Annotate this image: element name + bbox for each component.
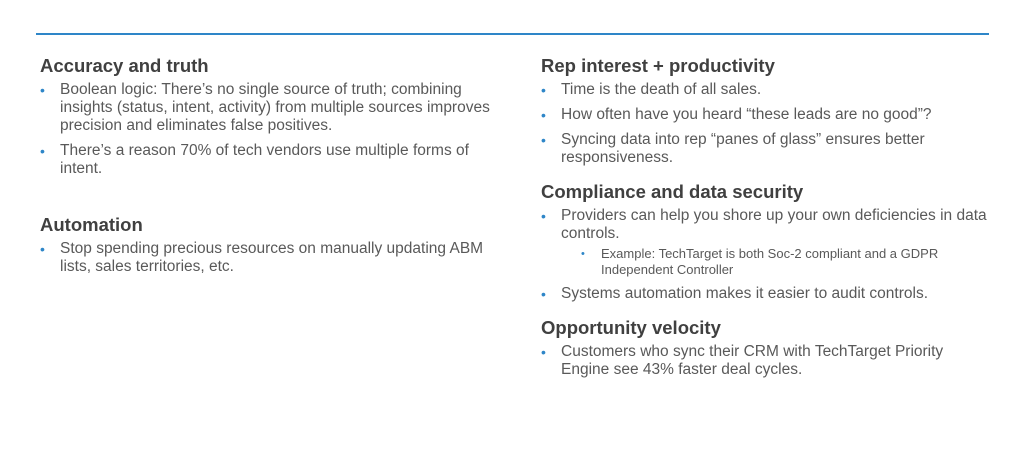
bullet-icon: • — [541, 208, 546, 224]
bullet-item: • There’s a reason 70% of tech vendors use multiple forms of intent. — [40, 142, 469, 177]
bullet-item: • Stop spending precious resources on manually updating ABM lists, sales territories, etc. — [40, 240, 484, 275]
bullet-icon: • — [40, 241, 45, 257]
sub-bullet-item: • Example: TechTarget is both Soc-2 compliant and a GDPR Independent Controller — [581, 246, 939, 277]
section-rep-interest — [541, 55, 991, 167]
section-heading: Compliance and data security — [541, 181, 804, 202]
bullet-item: • Syncing data into rep “panes of glass” ensures better responsiveness. — [541, 131, 925, 166]
bullet-item: • Providers can help you shore up your own deficiencies in data controls. • Example: TechTarget is both Soc-2 compliant and a GDPR Independent Controller — [541, 207, 991, 278]
section-heading: Accuracy and truth — [40, 55, 209, 76]
top-divider — [36, 33, 989, 35]
bullet-icon: • — [40, 82, 45, 98]
section-opportunity-velocity — [541, 317, 991, 379]
bullet-icon: • — [541, 286, 546, 302]
section-compliance — [541, 181, 991, 303]
bullet-icon: • — [581, 248, 585, 260]
bullet-icon: • — [541, 344, 546, 360]
bullet-item: • Time is the death of all sales. — [541, 81, 762, 98]
bullet-icon: • — [541, 132, 546, 148]
section-automation — [40, 214, 500, 276]
bullet-item: • Customers who sync their CRM with TechTarget Priority Engine see 43% faster deal cycles. — [541, 343, 944, 378]
bullet-icon: • — [541, 82, 546, 98]
section-heading: Automation — [40, 214, 143, 235]
section-accuracy-and-truth — [40, 55, 500, 178]
bullet-icon: • — [40, 143, 45, 159]
bullet-item: • Boolean logic: There’s no single source of truth; combining insights (status, intent, activity) from multiple sources improves precision and eliminates false positives. — [40, 81, 490, 134]
section-heading: Rep interest + productivity — [541, 55, 775, 76]
section-heading: Opportunity velocity — [541, 317, 721, 338]
left-column — [40, 55, 500, 283]
bullet-icon: • — [541, 107, 546, 123]
right-column — [541, 55, 991, 386]
bullet-item: • Systems automation makes it easier to audit controls. — [541, 285, 928, 302]
bullet-item: • How often have you heard “these leads are no good”? — [541, 106, 932, 123]
